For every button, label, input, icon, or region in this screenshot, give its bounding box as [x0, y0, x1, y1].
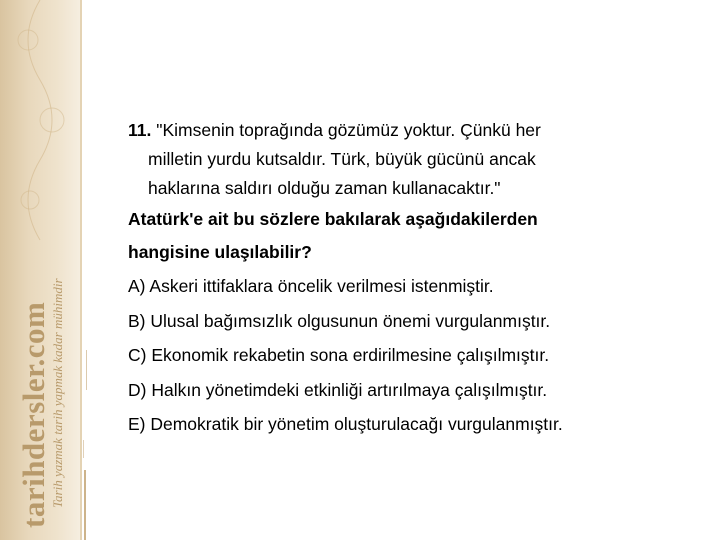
option-b[interactable]: B) Ulusal bağımsızlık olgusunun önemi vurgulanmıştır.	[128, 310, 551, 331]
option-a[interactable]: A) Askeri ittifaklara öncelik verilmesi istenmiştir.	[128, 276, 494, 296]
question-prompt-line-1: Atatürk'e ait bu sözlere bakılarak aşağıdakilerden	[128, 209, 538, 229]
question-quote-line-3: haklarına saldırı olduğu zaman kullanacaktır."	[148, 178, 501, 198]
question-prompt-line-2: hangisine ulaşılabilir?	[128, 242, 312, 262]
option-e[interactable]: E) Demokratik bir yönetim oluşturulacağı vurgulanmıştır.	[128, 414, 563, 434]
quote-text: "Kimsenin toprağında gözümüz yoktur. Çünkü her	[156, 120, 541, 140]
option-d[interactable]: D) Halkın yönetimdeki etkinliği artırılmaya çalışılmıştır.	[128, 379, 548, 400]
divider-stroke	[84, 470, 86, 540]
question-block	[128, 116, 708, 442]
decorative-sidebar	[0, 0, 82, 540]
option-c[interactable]: C) Ekonomik rekabetin sona erdirilmesine çalışılmıştır.	[128, 345, 550, 365]
divider-stroke	[86, 350, 87, 390]
watermark-site: tarihdersler.com	[16, 301, 51, 528]
watermark-slogan: Tarih yazmak tarih yapmak kadar mühimdir	[50, 278, 65, 508]
sidebar-edge	[80, 0, 82, 540]
question-number: 11.	[128, 120, 152, 140]
question-quote-line-1	[128, 116, 708, 145]
divider-stroke	[83, 440, 84, 458]
question-quote-line-2: milletin yurdu kutsaldır. Türk, büyük gücünü ancak	[148, 149, 536, 169]
